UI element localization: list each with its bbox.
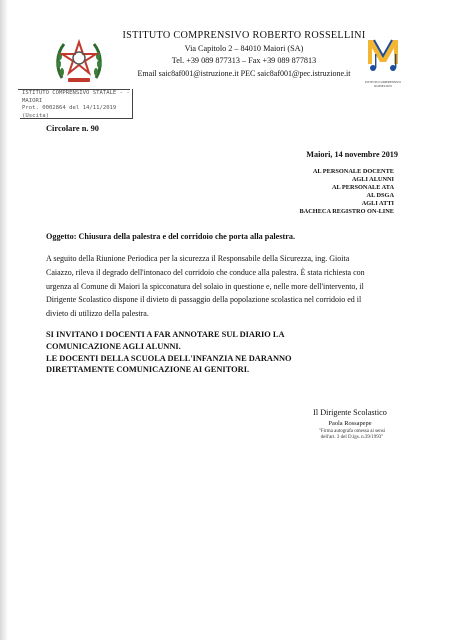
recipients-list [260, 168, 394, 216]
body-line: Dirigente Scolastico dispone il divieto di passaggio della popolazione scolastica nel corridoio ed il [46, 295, 362, 305]
notice-line: COMUNICAZIONE AGLI ALUNNI. [46, 341, 181, 351]
recipient-item: AGLI ATTI [361, 200, 394, 207]
recipient-item: AL PERSONALE DOCENTE [312, 168, 394, 175]
school-phone-fax: Tel. +39 089 877313 – Fax +39 089 877813 [171, 56, 317, 65]
page-edge-shadow [0, 0, 8, 640]
body-line: Caiazzo, rileva il degrado dell'intonaco del corridoio che conduce alla palestra. È stata richiesta con [46, 267, 365, 277]
body-paragraph [46, 252, 396, 321]
circolare-number: Circolare n. 90 [46, 124, 99, 133]
body-line: divieto di utilizzo della palestra. [46, 309, 149, 319]
signature-note-line-2: dell'art. 3 del D.lgs. n.39/1993" [320, 435, 384, 440]
subject-line: Oggetto: Chiusura della palestra e del corridoio che porta alla palestra. [46, 232, 296, 241]
recipient-item: BACHECA REGISTRO ON-LINE [299, 208, 394, 215]
signature-title: Il Dirigente Scolastico [313, 408, 387, 417]
logo-caption: ISTITUTO COMPRENSIVO ROSSELLINI [365, 80, 401, 88]
school-email: Email saic8af001@istruzione.it PEC saic8af001@pec.istruzione.it [137, 68, 351, 78]
recipient-item: AGLI ALUNNI [351, 176, 394, 183]
protocol-line-2: Prot. 0002864 del 14/11/2019 [22, 105, 117, 111]
signature-note-line-1: "Firma autografa omessa ai sensi [318, 429, 386, 434]
protocol-line-3: (Uscita) [22, 112, 49, 119]
body-line: A seguito della Riunione Periodica per la sicurezza il Responsabile della Sicurezza, ing. Gioita [46, 254, 350, 263]
signature-name: Paola Rossapepe [328, 420, 372, 427]
signature-note [296, 429, 408, 441]
document-date: Maiori, 14 novembre 2019 [306, 150, 398, 159]
notice-line: DIRETTAMENTE COMUNICAZIONE AI GENITORI. [46, 365, 250, 375]
notice-block [46, 329, 406, 376]
body-line: urgenza al Comune di Maiori la spicconatura del solaio in questione e, nelle more dell'intervento, il [46, 281, 364, 291]
protocol-stamp [20, 89, 133, 119]
notice-line: SI INVITANO I DOCENTI A FAR ANNOTARE SUL DIARIO LA [46, 330, 285, 339]
notice-line: LE DOCENTI DELLA SCUOLA DELL'INFANZIA NE DARANNO [46, 353, 292, 363]
recipient-item: AL PERSONALE ATA [331, 184, 394, 191]
italian-republic-emblem-icon [54, 34, 104, 86]
recipient-item: AL DSGA [366, 192, 394, 199]
school-name: ISTITUTO COMPRENSIVO ROBERTO ROSSELLINI [122, 30, 366, 41]
letterhead [104, 30, 384, 80]
school-address: Via Capitolo 2 – 84010 Maiori (SA) [184, 43, 304, 53]
protocol-line-1: ISTITUTO COMPRENSIVO STATALE - -MAIORI [22, 90, 130, 104]
